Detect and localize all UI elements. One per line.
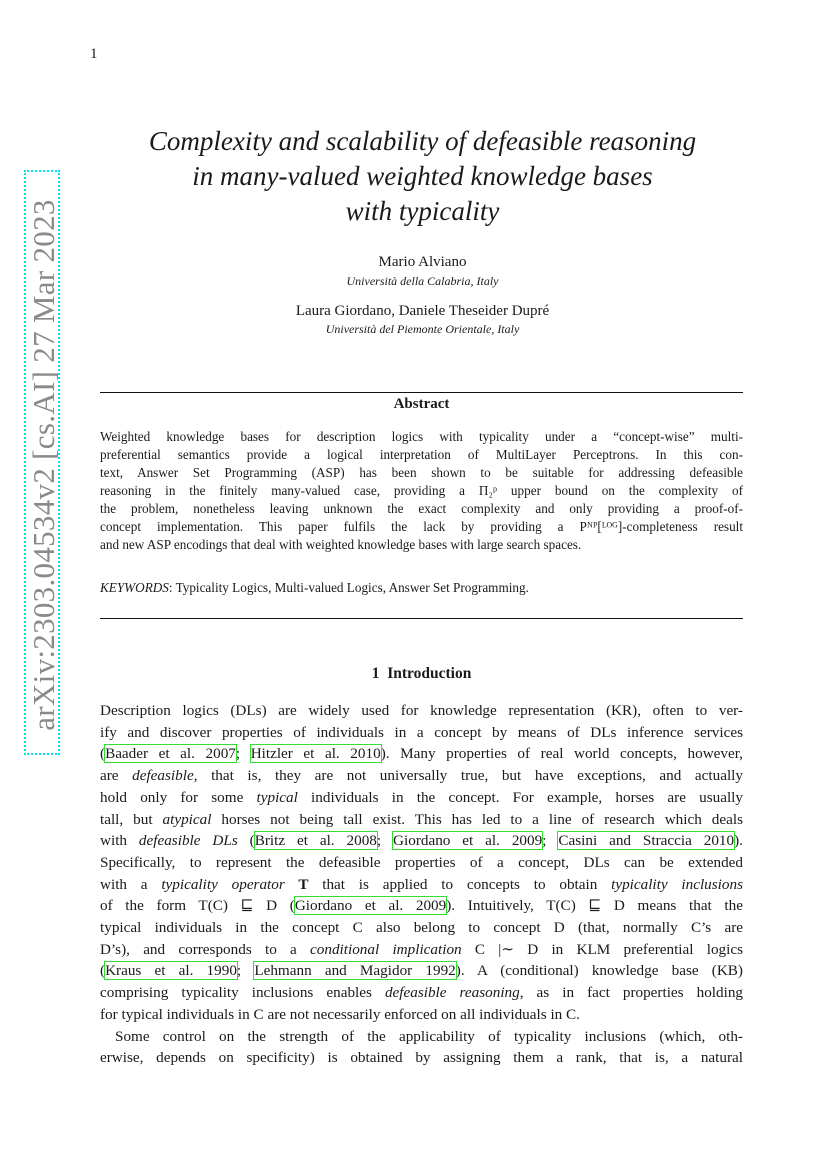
text-line: (Kraus et al. 1990; Lehmann and Magidor 1992). A (conditional) knowledge base (KB): [100, 962, 743, 980]
citation-link[interactable]: Giordano et al. 2009: [393, 832, 543, 850]
text-line: (Baader et al. 2007; Hitzler et al. 2010). Many properties of real world concepts, however,: [100, 745, 743, 763]
text-line: Specifically, to represent the defeasible properties of a concept, DLs can be extended: [100, 853, 743, 871]
abstract-line: concept implementation. This paper fulfils the lack by providing a Pᴺᴾ[ᴸᴼᴳ]-completeness result: [100, 519, 743, 534]
text-line: with defeasible DLs (Britz et al. 2008; Giordano et al. 2009; Casini and Straccia 2010).: [100, 832, 743, 850]
text-line: are defeasible, that is, they are not universally true, but have exceptions, and actually: [100, 767, 743, 785]
citation-link[interactable]: Casini and Straccia 2010: [558, 832, 735, 850]
title-line-2: in many-valued weighted knowledge bases: [192, 161, 653, 191]
text-line: Some control on the strength of the applicability of typicality inclusions (which, oth-: [115, 1027, 743, 1045]
text-line: hold only for some typical individuals in the concept. For example, horses are usually: [100, 788, 743, 806]
abstract-line: text, Answer Set Programming (ASP) has been shown to be suitable for addressing defeasible: [100, 465, 743, 480]
abstract-line: preferential semantics provide a logical interpretation of MultiLayer Perceptrons. In this con-: [100, 447, 743, 462]
abstract-top-rule: [100, 392, 743, 393]
keywords-label: KEYWORDS: [100, 580, 169, 595]
abstract-line: the problem, nonetheless leaving unknown the exact complexity and only providing a proof-of-: [100, 501, 743, 516]
keywords: [100, 580, 743, 596]
author-1: Mario Alviano: [378, 254, 467, 270]
affiliation-2: Università del Piemonte Orientale, Italy: [325, 322, 520, 336]
citation-link[interactable]: Hitzler et al. 2010: [250, 745, 381, 763]
keywords-text: : Typicality Logics, Multi-valued Logics, Answer Set Programming.: [168, 580, 529, 595]
abstract-line: and new ASP encodings that deal with weighted knowledge bases with large search spaces.: [100, 537, 582, 552]
arxiv-sidebar[interactable]: [24, 170, 64, 760]
text-line: D’s), and corresponds to a conditional implication C |∼ D in KLM preferential logics: [100, 940, 744, 958]
section-number: 1: [371, 665, 380, 682]
citation-link[interactable]: Giordano et al. 2009: [294, 897, 447, 915]
title-line-3: with typicality: [345, 196, 500, 226]
text-line: Description logics (DLs) are widely used for knowledge representation (KR), often to ver-: [100, 702, 743, 719]
citation-link[interactable]: Baader et al. 2007: [105, 745, 236, 763]
paper-title: [100, 124, 745, 229]
text-line: tall, but atypical horses not being tall exist. This has led to a line of research which deals: [100, 810, 743, 828]
citation-link[interactable]: Britz et al. 2008: [254, 832, 377, 850]
text-line: with a typicality operator T that is applied to concepts to obtain typicality inclusions: [100, 875, 744, 893]
author-2: Laura Giordano, Daniele Theseider Dupré: [295, 303, 550, 319]
citation-link[interactable]: Kraus et al. 1990: [105, 962, 237, 980]
abstract-heading: Abstract: [393, 396, 450, 412]
arxiv-stamp: arXiv:2303.04534v2 [cs.AI] 27 Mar 2023: [26, 199, 61, 731]
text-line: for typical individuals in C are not necessarily enforced on all individuals in C.: [100, 1005, 580, 1023]
citation-link[interactable]: Lehmann and Magidor 1992: [254, 962, 456, 980]
abstract-bottom-rule: [100, 618, 743, 619]
text-line: comprising typicality inclusions enables defeasible reasoning, as in fact properties holding: [100, 984, 744, 1002]
affiliation-1: Università della Calabria, Italy: [346, 274, 499, 288]
text-line: ify and discover properties of individuals in a concept by means of DLs inference services: [100, 723, 743, 741]
introduction-body: [100, 700, 743, 1069]
section-title: Introduction: [387, 665, 472, 682]
text-line: of the form T(C) ⊑ D (Giordano et al. 2009). Intuitively, T(C) ⊑ D means that the: [100, 897, 743, 915]
section-heading: [100, 665, 743, 683]
text-line: typical individuals in the concept C also belong to concept D (that, normally C’s are: [100, 919, 743, 937]
abstract-line: Weighted knowledge bases for description logics with typicality under a “concept-wise” multi-: [100, 429, 743, 444]
text-line: erwise, depends on specificity) is obtained by assigning them a rank, that is, a natural: [100, 1049, 743, 1067]
abstract-body: [100, 428, 743, 554]
abstract-line: reasoning in the finitely many-valued case, providing a Π₂ᵖ upper bound on the complexity of: [100, 483, 743, 498]
page-number: 1: [90, 46, 98, 62]
title-line-1: Complexity and scalability of defeasible reasoning: [148, 126, 697, 156]
